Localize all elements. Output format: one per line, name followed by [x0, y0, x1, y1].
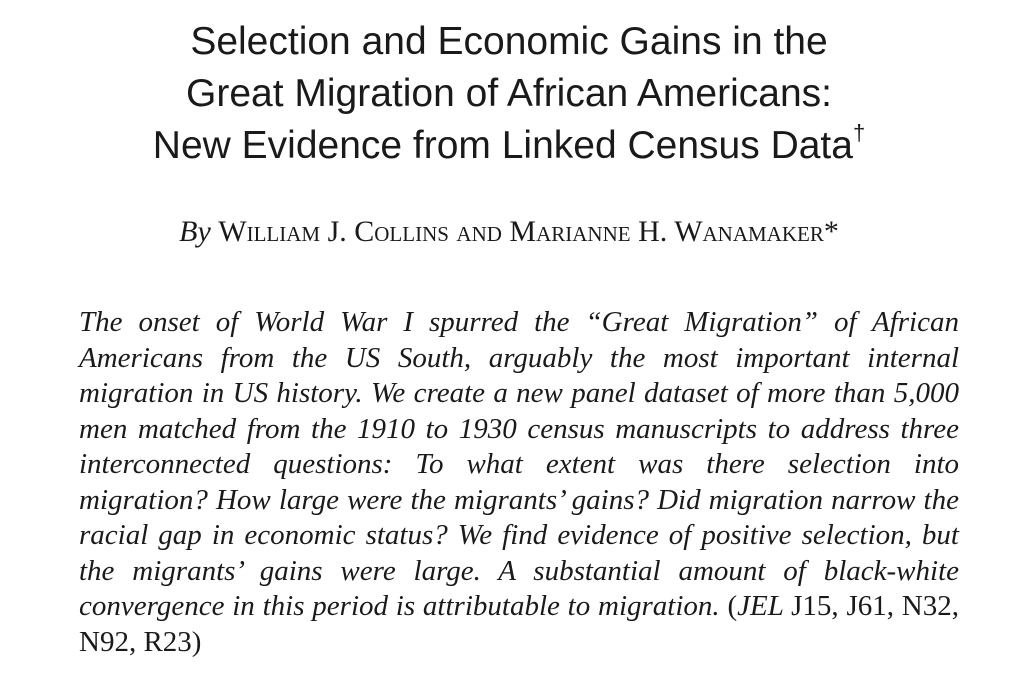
title-line-1: Selection and Economic Gains in the	[190, 20, 828, 63]
jel-open-paren: (	[727, 590, 738, 622]
byline-authors: William J. Collins and Marianne H. Wanamaker	[218, 215, 824, 248]
byline-by: By	[179, 215, 211, 248]
title-line-3-text: New Evidence from Linked Census Data	[152, 124, 853, 167]
jel-codes: J15, J61, N32, N92, R23)	[79, 590, 959, 658]
title-line-2: Great Migration of African Americans:	[186, 72, 832, 115]
paper-title	[0, 16, 1018, 172]
abstract-body: The onset of World War I spurred the “Great Migration” of African Americans from the US South, arguably the most important internal migration in US history. We create a new panel dataset of more than 5,000 men matched from the 1910 to 1930 census manuscripts to address three interconnected questions: To what extent was there selection into migration? How large were the migrants’ gains? Did migration narrow the racial gap in economic status? We find evidence of positive selection, but the migrants’ gains were large. A substantial amount of black-white convergence in this period is attributable to migration.	[79, 306, 959, 622]
title-dagger-footnote-mark: †	[852, 120, 866, 145]
byline-footnote-mark: *	[823, 215, 839, 248]
jel-label: JEL	[737, 590, 784, 622]
title-line-3	[0, 120, 1018, 172]
author-byline	[0, 214, 1018, 250]
abstract	[79, 305, 959, 660]
